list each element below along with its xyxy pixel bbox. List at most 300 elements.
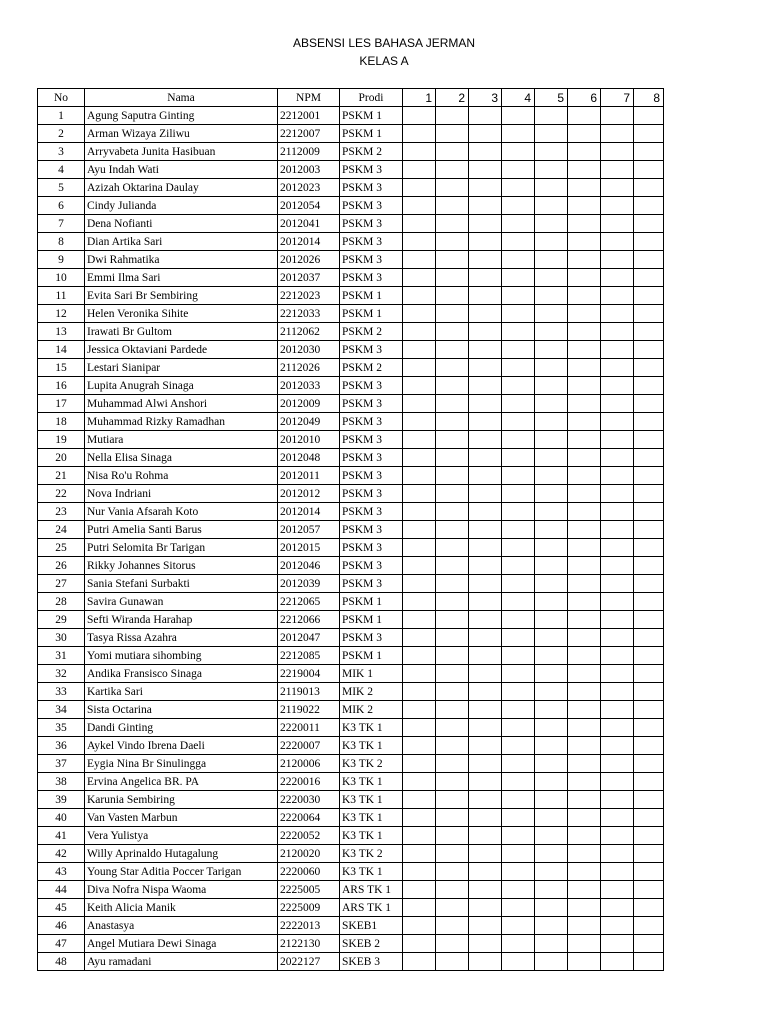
attendance-cell-day-6[interactable] [568, 485, 601, 503]
attendance-cell-day-2[interactable] [436, 791, 469, 809]
attendance-cell-day-6[interactable] [568, 197, 601, 215]
attendance-cell-day-5[interactable] [535, 737, 568, 755]
attendance-cell-day-2[interactable] [436, 233, 469, 251]
attendance-cell-day-8[interactable] [634, 683, 664, 701]
attendance-cell-day-2[interactable] [436, 377, 469, 395]
attendance-cell-day-3[interactable] [469, 953, 502, 971]
attendance-cell-day-7[interactable] [601, 809, 634, 827]
attendance-cell-day-7[interactable] [601, 557, 634, 575]
attendance-cell-day-8[interactable] [634, 827, 664, 845]
attendance-cell-day-6[interactable] [568, 773, 601, 791]
attendance-cell-day-5[interactable] [535, 251, 568, 269]
attendance-cell-day-2[interactable] [436, 773, 469, 791]
attendance-cell-day-6[interactable] [568, 539, 601, 557]
attendance-cell-day-8[interactable] [634, 845, 664, 863]
attendance-cell-day-3[interactable] [469, 575, 502, 593]
attendance-cell-day-1[interactable] [403, 791, 436, 809]
attendance-cell-day-1[interactable] [403, 917, 436, 935]
attendance-cell-day-7[interactable] [601, 647, 634, 665]
attendance-cell-day-6[interactable] [568, 233, 601, 251]
attendance-cell-day-1[interactable] [403, 953, 436, 971]
attendance-cell-day-1[interactable] [403, 503, 436, 521]
attendance-cell-day-8[interactable] [634, 323, 664, 341]
attendance-cell-day-5[interactable] [535, 611, 568, 629]
attendance-cell-day-2[interactable] [436, 809, 469, 827]
attendance-cell-day-6[interactable] [568, 143, 601, 161]
attendance-cell-day-5[interactable] [535, 863, 568, 881]
attendance-cell-day-8[interactable] [634, 359, 664, 377]
attendance-cell-day-6[interactable] [568, 359, 601, 377]
attendance-cell-day-8[interactable] [634, 431, 664, 449]
attendance-cell-day-6[interactable] [568, 863, 601, 881]
attendance-cell-day-1[interactable] [403, 305, 436, 323]
attendance-cell-day-1[interactable] [403, 449, 436, 467]
attendance-cell-day-3[interactable] [469, 791, 502, 809]
attendance-cell-day-7[interactable] [601, 827, 634, 845]
attendance-cell-day-2[interactable] [436, 935, 469, 953]
attendance-cell-day-1[interactable] [403, 431, 436, 449]
attendance-cell-day-1[interactable] [403, 125, 436, 143]
attendance-cell-day-7[interactable] [601, 611, 634, 629]
attendance-cell-day-8[interactable] [634, 341, 664, 359]
attendance-cell-day-8[interactable] [634, 233, 664, 251]
attendance-cell-day-1[interactable] [403, 521, 436, 539]
attendance-cell-day-4[interactable] [502, 629, 535, 647]
attendance-cell-day-5[interactable] [535, 665, 568, 683]
attendance-cell-day-2[interactable] [436, 179, 469, 197]
attendance-cell-day-4[interactable] [502, 197, 535, 215]
attendance-cell-day-3[interactable] [469, 143, 502, 161]
attendance-cell-day-8[interactable] [634, 575, 664, 593]
attendance-cell-day-8[interactable] [634, 647, 664, 665]
attendance-cell-day-5[interactable] [535, 809, 568, 827]
attendance-cell-day-2[interactable] [436, 593, 469, 611]
attendance-cell-day-5[interactable] [535, 467, 568, 485]
attendance-cell-day-5[interactable] [535, 647, 568, 665]
attendance-cell-day-2[interactable] [436, 467, 469, 485]
attendance-cell-day-5[interactable] [535, 629, 568, 647]
attendance-cell-day-1[interactable] [403, 485, 436, 503]
attendance-cell-day-5[interactable] [535, 323, 568, 341]
attendance-cell-day-2[interactable] [436, 647, 469, 665]
attendance-cell-day-7[interactable] [601, 251, 634, 269]
attendance-cell-day-4[interactable] [502, 323, 535, 341]
attendance-cell-day-7[interactable] [601, 539, 634, 557]
attendance-cell-day-2[interactable] [436, 269, 469, 287]
attendance-cell-day-5[interactable] [535, 161, 568, 179]
attendance-cell-day-7[interactable] [601, 503, 634, 521]
attendance-cell-day-6[interactable] [568, 503, 601, 521]
attendance-cell-day-1[interactable] [403, 755, 436, 773]
attendance-cell-day-8[interactable] [634, 719, 664, 737]
attendance-cell-day-2[interactable] [436, 575, 469, 593]
attendance-cell-day-1[interactable] [403, 395, 436, 413]
attendance-cell-day-2[interactable] [436, 611, 469, 629]
attendance-cell-day-7[interactable] [601, 125, 634, 143]
attendance-cell-day-5[interactable] [535, 305, 568, 323]
attendance-cell-day-3[interactable] [469, 827, 502, 845]
attendance-cell-day-5[interactable] [535, 845, 568, 863]
attendance-cell-day-1[interactable] [403, 629, 436, 647]
attendance-cell-day-1[interactable] [403, 827, 436, 845]
attendance-cell-day-2[interactable] [436, 539, 469, 557]
attendance-cell-day-5[interactable] [535, 143, 568, 161]
attendance-cell-day-5[interactable] [535, 287, 568, 305]
attendance-cell-day-1[interactable] [403, 593, 436, 611]
attendance-cell-day-8[interactable] [634, 467, 664, 485]
attendance-cell-day-3[interactable] [469, 773, 502, 791]
attendance-cell-day-4[interactable] [502, 863, 535, 881]
attendance-cell-day-6[interactable] [568, 701, 601, 719]
attendance-cell-day-1[interactable] [403, 467, 436, 485]
attendance-cell-day-7[interactable] [601, 935, 634, 953]
attendance-cell-day-2[interactable] [436, 143, 469, 161]
attendance-cell-day-2[interactable] [436, 737, 469, 755]
attendance-cell-day-6[interactable] [568, 737, 601, 755]
attendance-cell-day-3[interactable] [469, 323, 502, 341]
attendance-cell-day-2[interactable] [436, 665, 469, 683]
attendance-cell-day-7[interactable] [601, 773, 634, 791]
attendance-cell-day-4[interactable] [502, 557, 535, 575]
attendance-cell-day-1[interactable] [403, 899, 436, 917]
attendance-cell-day-8[interactable] [634, 197, 664, 215]
attendance-cell-day-6[interactable] [568, 341, 601, 359]
attendance-cell-day-7[interactable] [601, 179, 634, 197]
attendance-cell-day-3[interactable] [469, 341, 502, 359]
attendance-cell-day-4[interactable] [502, 809, 535, 827]
attendance-cell-day-6[interactable] [568, 881, 601, 899]
attendance-cell-day-5[interactable] [535, 935, 568, 953]
attendance-cell-day-4[interactable] [502, 449, 535, 467]
attendance-cell-day-6[interactable] [568, 593, 601, 611]
attendance-cell-day-2[interactable] [436, 107, 469, 125]
attendance-cell-day-2[interactable] [436, 845, 469, 863]
attendance-cell-day-6[interactable] [568, 791, 601, 809]
attendance-cell-day-1[interactable] [403, 539, 436, 557]
attendance-cell-day-7[interactable] [601, 431, 634, 449]
attendance-cell-day-1[interactable] [403, 935, 436, 953]
attendance-cell-day-8[interactable] [634, 143, 664, 161]
attendance-cell-day-5[interactable] [535, 341, 568, 359]
attendance-cell-day-1[interactable] [403, 269, 436, 287]
attendance-cell-day-4[interactable] [502, 359, 535, 377]
attendance-cell-day-6[interactable] [568, 719, 601, 737]
attendance-cell-day-3[interactable] [469, 287, 502, 305]
attendance-cell-day-8[interactable] [634, 503, 664, 521]
attendance-cell-day-2[interactable] [436, 323, 469, 341]
attendance-cell-day-3[interactable] [469, 863, 502, 881]
attendance-cell-day-5[interactable] [535, 179, 568, 197]
attendance-cell-day-1[interactable] [403, 179, 436, 197]
attendance-cell-day-3[interactable] [469, 881, 502, 899]
attendance-cell-day-5[interactable] [535, 593, 568, 611]
attendance-cell-day-6[interactable] [568, 413, 601, 431]
attendance-cell-day-2[interactable] [436, 161, 469, 179]
attendance-cell-day-1[interactable] [403, 251, 436, 269]
attendance-cell-day-4[interactable] [502, 269, 535, 287]
attendance-cell-day-3[interactable] [469, 503, 502, 521]
attendance-cell-day-6[interactable] [568, 827, 601, 845]
attendance-cell-day-3[interactable] [469, 809, 502, 827]
attendance-cell-day-3[interactable] [469, 611, 502, 629]
attendance-cell-day-6[interactable] [568, 269, 601, 287]
attendance-cell-day-8[interactable] [634, 179, 664, 197]
attendance-cell-day-8[interactable] [634, 593, 664, 611]
attendance-cell-day-2[interactable] [436, 881, 469, 899]
attendance-cell-day-3[interactable] [469, 737, 502, 755]
attendance-cell-day-3[interactable] [469, 665, 502, 683]
attendance-cell-day-3[interactable] [469, 845, 502, 863]
attendance-cell-day-2[interactable] [436, 413, 469, 431]
attendance-cell-day-1[interactable] [403, 845, 436, 863]
attendance-cell-day-7[interactable] [601, 485, 634, 503]
attendance-cell-day-8[interactable] [634, 737, 664, 755]
attendance-cell-day-8[interactable] [634, 161, 664, 179]
attendance-cell-day-1[interactable] [403, 647, 436, 665]
attendance-cell-day-3[interactable] [469, 629, 502, 647]
attendance-cell-day-7[interactable] [601, 665, 634, 683]
attendance-cell-day-8[interactable] [634, 107, 664, 125]
attendance-cell-day-4[interactable] [502, 179, 535, 197]
attendance-cell-day-4[interactable] [502, 791, 535, 809]
attendance-cell-day-8[interactable] [634, 899, 664, 917]
attendance-cell-day-2[interactable] [436, 341, 469, 359]
attendance-cell-day-8[interactable] [634, 449, 664, 467]
attendance-cell-day-7[interactable] [601, 737, 634, 755]
attendance-cell-day-4[interactable] [502, 521, 535, 539]
attendance-cell-day-4[interactable] [502, 107, 535, 125]
attendance-cell-day-4[interactable] [502, 881, 535, 899]
attendance-cell-day-5[interactable] [535, 755, 568, 773]
attendance-cell-day-1[interactable] [403, 341, 436, 359]
attendance-cell-day-3[interactable] [469, 197, 502, 215]
attendance-cell-day-6[interactable] [568, 809, 601, 827]
attendance-cell-day-5[interactable] [535, 917, 568, 935]
attendance-cell-day-1[interactable] [403, 863, 436, 881]
attendance-cell-day-3[interactable] [469, 683, 502, 701]
attendance-cell-day-8[interactable] [634, 935, 664, 953]
attendance-cell-day-8[interactable] [634, 557, 664, 575]
attendance-cell-day-5[interactable] [535, 719, 568, 737]
attendance-cell-day-2[interactable] [436, 557, 469, 575]
attendance-cell-day-8[interactable] [634, 305, 664, 323]
attendance-cell-day-8[interactable] [634, 395, 664, 413]
attendance-cell-day-2[interactable] [436, 197, 469, 215]
attendance-cell-day-3[interactable] [469, 215, 502, 233]
attendance-cell-day-4[interactable] [502, 773, 535, 791]
attendance-cell-day-6[interactable] [568, 935, 601, 953]
attendance-cell-day-6[interactable] [568, 575, 601, 593]
attendance-cell-day-8[interactable] [634, 269, 664, 287]
attendance-cell-day-5[interactable] [535, 431, 568, 449]
attendance-cell-day-3[interactable] [469, 413, 502, 431]
attendance-cell-day-4[interactable] [502, 737, 535, 755]
attendance-cell-day-3[interactable] [469, 467, 502, 485]
attendance-cell-day-7[interactable] [601, 161, 634, 179]
attendance-cell-day-4[interactable] [502, 287, 535, 305]
attendance-cell-day-2[interactable] [436, 953, 469, 971]
attendance-cell-day-8[interactable] [634, 521, 664, 539]
attendance-cell-day-2[interactable] [436, 827, 469, 845]
attendance-cell-day-8[interactable] [634, 485, 664, 503]
attendance-cell-day-2[interactable] [436, 449, 469, 467]
attendance-cell-day-3[interactable] [469, 449, 502, 467]
attendance-cell-day-5[interactable] [535, 233, 568, 251]
attendance-cell-day-4[interactable] [502, 845, 535, 863]
attendance-cell-day-3[interactable] [469, 431, 502, 449]
attendance-cell-day-8[interactable] [634, 917, 664, 935]
attendance-cell-day-4[interactable] [502, 215, 535, 233]
attendance-cell-day-7[interactable] [601, 305, 634, 323]
attendance-cell-day-5[interactable] [535, 791, 568, 809]
attendance-cell-day-6[interactable] [568, 107, 601, 125]
attendance-cell-day-3[interactable] [469, 305, 502, 323]
attendance-cell-day-2[interactable] [436, 125, 469, 143]
attendance-cell-day-5[interactable] [535, 881, 568, 899]
attendance-cell-day-7[interactable] [601, 341, 634, 359]
attendance-cell-day-7[interactable] [601, 917, 634, 935]
attendance-cell-day-6[interactable] [568, 287, 601, 305]
attendance-cell-day-4[interactable] [502, 827, 535, 845]
attendance-cell-day-2[interactable] [436, 683, 469, 701]
attendance-cell-day-6[interactable] [568, 179, 601, 197]
attendance-cell-day-1[interactable] [403, 611, 436, 629]
attendance-cell-day-8[interactable] [634, 413, 664, 431]
attendance-cell-day-3[interactable] [469, 125, 502, 143]
attendance-cell-day-3[interactable] [469, 557, 502, 575]
attendance-cell-day-1[interactable] [403, 287, 436, 305]
attendance-cell-day-3[interactable] [469, 251, 502, 269]
attendance-cell-day-3[interactable] [469, 899, 502, 917]
attendance-cell-day-2[interactable] [436, 359, 469, 377]
attendance-cell-day-4[interactable] [502, 161, 535, 179]
attendance-cell-day-5[interactable] [535, 899, 568, 917]
attendance-cell-day-4[interactable] [502, 683, 535, 701]
attendance-cell-day-2[interactable] [436, 305, 469, 323]
attendance-cell-day-8[interactable] [634, 881, 664, 899]
attendance-cell-day-7[interactable] [601, 287, 634, 305]
attendance-cell-day-4[interactable] [502, 143, 535, 161]
attendance-cell-day-2[interactable] [436, 719, 469, 737]
attendance-cell-day-2[interactable] [436, 431, 469, 449]
attendance-cell-day-4[interactable] [502, 431, 535, 449]
attendance-cell-day-7[interactable] [601, 143, 634, 161]
attendance-cell-day-6[interactable] [568, 305, 601, 323]
attendance-cell-day-1[interactable] [403, 557, 436, 575]
attendance-cell-day-5[interactable] [535, 197, 568, 215]
attendance-cell-day-4[interactable] [502, 647, 535, 665]
attendance-cell-day-6[interactable] [568, 899, 601, 917]
attendance-cell-day-3[interactable] [469, 935, 502, 953]
attendance-cell-day-8[interactable] [634, 701, 664, 719]
attendance-cell-day-6[interactable] [568, 917, 601, 935]
attendance-cell-day-5[interactable] [535, 449, 568, 467]
attendance-cell-day-1[interactable] [403, 809, 436, 827]
attendance-cell-day-3[interactable] [469, 377, 502, 395]
attendance-cell-day-5[interactable] [535, 953, 568, 971]
attendance-cell-day-1[interactable] [403, 683, 436, 701]
attendance-cell-day-7[interactable] [601, 791, 634, 809]
attendance-cell-day-4[interactable] [502, 413, 535, 431]
attendance-cell-day-8[interactable] [634, 629, 664, 647]
attendance-cell-day-7[interactable] [601, 377, 634, 395]
attendance-cell-day-2[interactable] [436, 503, 469, 521]
attendance-cell-day-7[interactable] [601, 863, 634, 881]
attendance-cell-day-3[interactable] [469, 593, 502, 611]
attendance-cell-day-8[interactable] [634, 251, 664, 269]
attendance-cell-day-4[interactable] [502, 935, 535, 953]
attendance-cell-day-7[interactable] [601, 323, 634, 341]
attendance-cell-day-6[interactable] [568, 251, 601, 269]
attendance-cell-day-1[interactable] [403, 215, 436, 233]
attendance-cell-day-5[interactable] [535, 575, 568, 593]
attendance-cell-day-6[interactable] [568, 395, 601, 413]
attendance-cell-day-1[interactable] [403, 107, 436, 125]
attendance-cell-day-8[interactable] [634, 755, 664, 773]
attendance-cell-day-2[interactable] [436, 215, 469, 233]
attendance-cell-day-5[interactable] [535, 107, 568, 125]
attendance-cell-day-5[interactable] [535, 503, 568, 521]
attendance-cell-day-2[interactable] [436, 755, 469, 773]
attendance-cell-day-7[interactable] [601, 701, 634, 719]
attendance-cell-day-6[interactable] [568, 845, 601, 863]
attendance-cell-day-8[interactable] [634, 809, 664, 827]
attendance-cell-day-3[interactable] [469, 359, 502, 377]
attendance-cell-day-7[interactable] [601, 575, 634, 593]
attendance-cell-day-8[interactable] [634, 665, 664, 683]
attendance-cell-day-8[interactable] [634, 791, 664, 809]
attendance-cell-day-6[interactable] [568, 557, 601, 575]
attendance-cell-day-2[interactable] [436, 899, 469, 917]
attendance-cell-day-7[interactable] [601, 881, 634, 899]
attendance-cell-day-8[interactable] [634, 611, 664, 629]
attendance-cell-day-7[interactable] [601, 899, 634, 917]
attendance-cell-day-4[interactable] [502, 593, 535, 611]
attendance-cell-day-8[interactable] [634, 377, 664, 395]
attendance-cell-day-6[interactable] [568, 161, 601, 179]
attendance-cell-day-5[interactable] [535, 269, 568, 287]
attendance-cell-day-4[interactable] [502, 917, 535, 935]
attendance-cell-day-5[interactable] [535, 377, 568, 395]
attendance-cell-day-1[interactable] [403, 359, 436, 377]
attendance-cell-day-5[interactable] [535, 701, 568, 719]
attendance-cell-day-1[interactable] [403, 737, 436, 755]
attendance-cell-day-6[interactable] [568, 665, 601, 683]
attendance-cell-day-4[interactable] [502, 611, 535, 629]
attendance-cell-day-8[interactable] [634, 863, 664, 881]
attendance-cell-day-7[interactable] [601, 215, 634, 233]
attendance-cell-day-5[interactable] [535, 827, 568, 845]
attendance-cell-day-2[interactable] [436, 251, 469, 269]
attendance-cell-day-4[interactable] [502, 755, 535, 773]
attendance-cell-day-4[interactable] [502, 575, 535, 593]
attendance-cell-day-3[interactable] [469, 485, 502, 503]
attendance-cell-day-7[interactable] [601, 755, 634, 773]
attendance-cell-day-3[interactable] [469, 521, 502, 539]
attendance-cell-day-5[interactable] [535, 539, 568, 557]
attendance-cell-day-5[interactable] [535, 485, 568, 503]
attendance-cell-day-1[interactable] [403, 773, 436, 791]
attendance-cell-day-3[interactable] [469, 719, 502, 737]
attendance-cell-day-2[interactable] [436, 701, 469, 719]
attendance-cell-day-1[interactable] [403, 161, 436, 179]
attendance-cell-day-3[interactable] [469, 755, 502, 773]
attendance-cell-day-5[interactable] [535, 215, 568, 233]
attendance-cell-day-7[interactable] [601, 683, 634, 701]
attendance-cell-day-8[interactable] [634, 539, 664, 557]
attendance-cell-day-8[interactable] [634, 287, 664, 305]
attendance-cell-day-7[interactable] [601, 359, 634, 377]
